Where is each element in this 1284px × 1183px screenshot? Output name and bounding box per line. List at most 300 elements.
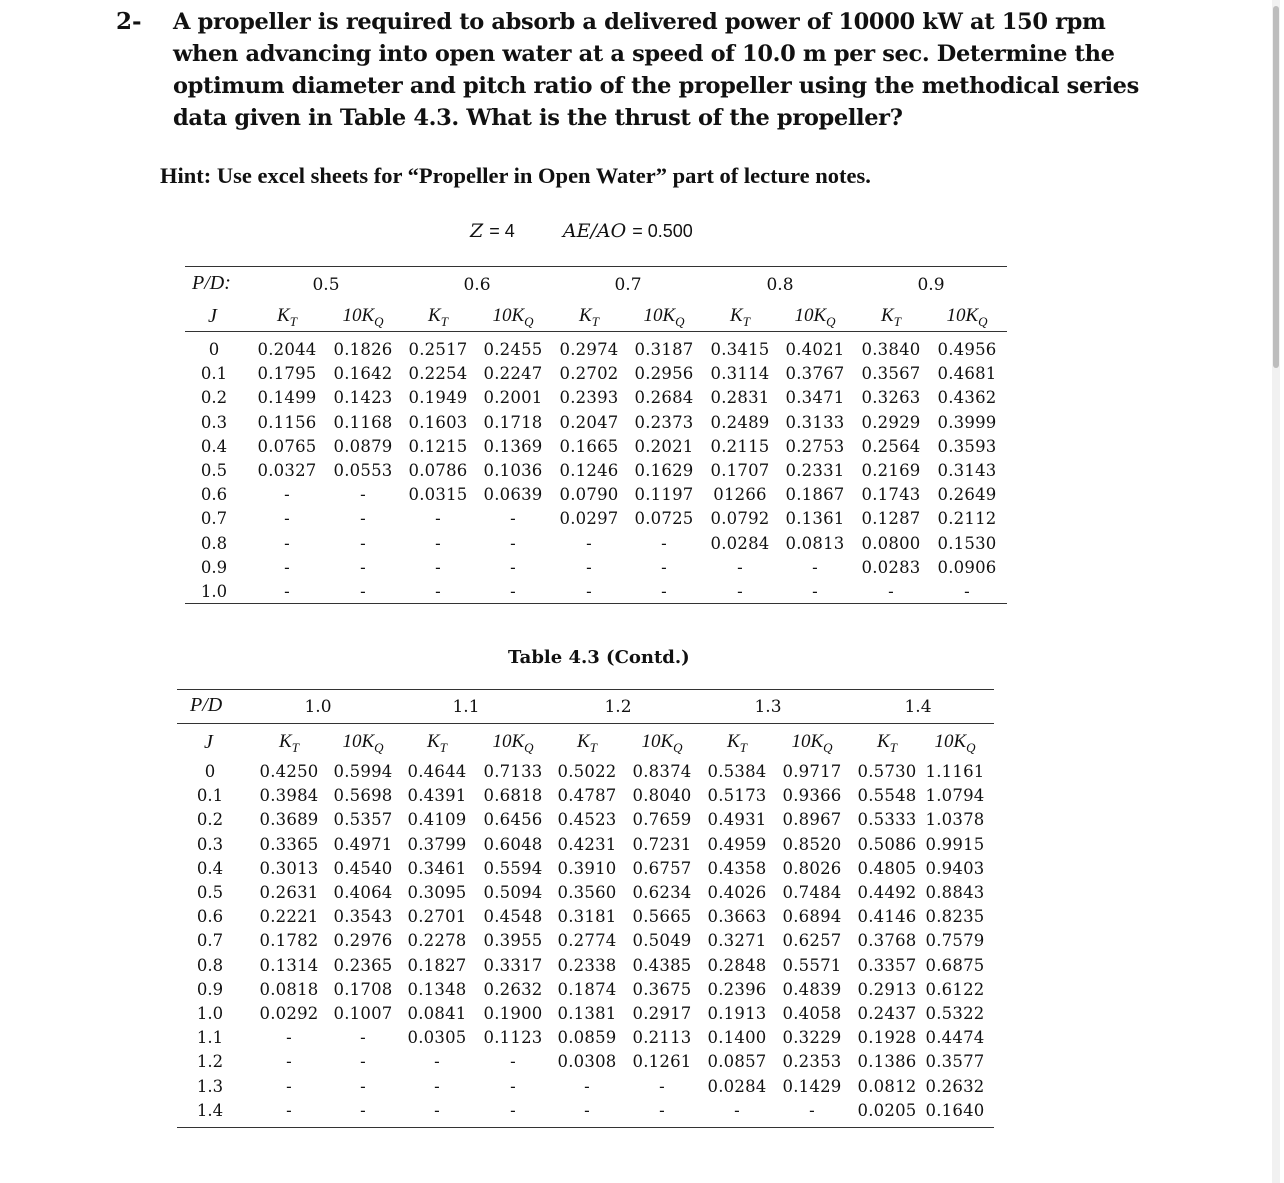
table-cell: 0.1530	[937, 533, 997, 553]
table-cell: -	[435, 582, 441, 601]
scrollbar-thumb[interactable]	[1273, 6, 1279, 368]
kq-header	[475, 305, 551, 330]
kq-header	[624, 731, 700, 756]
table-cell: -	[510, 557, 516, 577]
kt-header	[699, 731, 775, 756]
area-ratio-label: AE/AO	[562, 220, 627, 242]
table-cell: -	[510, 1100, 516, 1120]
question-number: 2-	[116, 8, 142, 35]
table-cell: 0.2701	[407, 907, 467, 927]
table-cell: 0.1874	[557, 979, 617, 999]
pd-value: 0.6	[463, 275, 491, 295]
header-subscript: T	[742, 313, 750, 329]
j-header: J	[208, 305, 217, 327]
table-cell: 0.8520	[782, 834, 842, 854]
table-cell: 0.0315	[408, 485, 468, 505]
j-value: 0.6	[200, 485, 228, 505]
table-cell: 0.1246	[559, 461, 619, 480]
table-cell: -	[812, 582, 818, 601]
table-cell: 0.4959	[707, 834, 767, 854]
table-cell: -	[586, 582, 592, 601]
table-cell: 0.2353	[782, 1052, 842, 1072]
header-symbol: K	[579, 305, 592, 326]
header-symbol: K	[727, 731, 740, 752]
table-cell: 0.1287	[861, 509, 921, 529]
table-cell: 0.1197	[634, 485, 694, 505]
table-cell: 0.2976	[333, 931, 393, 951]
table-cell: -	[286, 1052, 292, 1072]
table-cell: 0.0725	[634, 509, 694, 529]
table-cell: 0.3543	[333, 907, 393, 927]
table-cell: 0.6875	[925, 955, 985, 975]
header-subscript: Q	[675, 313, 685, 329]
table-cell: -	[584, 1100, 590, 1120]
table-cell: 0.3095	[407, 883, 467, 902]
table-cell: 0.0879	[333, 436, 393, 456]
table-cell: 0.2974	[559, 340, 619, 359]
table-cell: -	[661, 557, 667, 577]
table-cell: 0.2848	[707, 955, 767, 975]
pd-value: 1.3	[754, 697, 782, 717]
header-subscript: T	[289, 313, 297, 329]
j-value: 0.2	[200, 388, 228, 408]
table-cell: 0.3133	[785, 412, 845, 432]
table-rule	[177, 723, 994, 724]
table-cell: 0.8235	[925, 907, 985, 927]
table-cell: -	[284, 485, 290, 505]
table-cell: -	[435, 533, 441, 553]
kt-header	[251, 731, 327, 756]
question-line: data given in Table 4.3. What is the thrust of the propeller?	[173, 105, 903, 131]
table-cell: 0.4250	[259, 762, 319, 781]
table-cell: 0.6456	[483, 810, 543, 830]
table-cell: 0.0786	[408, 461, 468, 480]
table-cell: -	[360, 485, 366, 505]
table-cell: 0.1423	[333, 388, 393, 408]
table-cell: 0.2365	[333, 955, 393, 975]
table-cell: 0.5173	[707, 786, 767, 806]
table-cell: 0.1499	[257, 388, 317, 408]
table-cell: 0.3768	[857, 931, 917, 951]
table-cell: 0.4064	[333, 883, 393, 902]
table-cell: 0.0308	[557, 1052, 617, 1072]
table-cell: -	[888, 582, 894, 601]
table-cell: 0.5594	[483, 858, 543, 878]
table-cell: 0.1007	[333, 1004, 393, 1023]
table-cell: 0.2169	[861, 461, 921, 480]
table-cell: 1.0378	[925, 810, 985, 830]
table-cell: 0.0800	[861, 533, 921, 553]
table-cell: 0.3560	[557, 883, 617, 902]
j-value: 0.9	[196, 979, 224, 999]
table-cell: 0.6048	[483, 834, 543, 854]
table-cell: 0.1261	[632, 1052, 692, 1072]
pd-value: 0.9	[917, 275, 945, 295]
table-cell: 0.0812	[857, 1076, 917, 1096]
header-symbol: K	[428, 305, 441, 326]
table-cell: -	[435, 509, 441, 529]
table-cell: 0.1949	[408, 388, 468, 408]
header-symbol: 10K	[492, 731, 525, 752]
table-cell: 0.6122	[925, 979, 985, 999]
table-cell: 0.2649	[937, 485, 997, 505]
table-cell: 0.1867	[785, 485, 845, 505]
table-cell: -	[360, 1028, 366, 1048]
table-cell: 0.3187	[634, 340, 694, 359]
table-cell: 0.1369	[483, 436, 543, 456]
table-cell: 0.4146	[857, 907, 917, 927]
table-cell: 0.0765	[257, 436, 317, 456]
table-cell: 0.3357	[857, 955, 917, 975]
table-cell: -	[510, 509, 516, 529]
table-cell: 0.5322	[925, 1004, 985, 1023]
table-cell: 0.1642	[333, 364, 393, 384]
table-cell: 0.4109	[407, 810, 467, 830]
table-cell: 0.0284	[707, 1076, 767, 1096]
table-cell: -	[510, 582, 516, 601]
table-cell: 0.4548	[483, 907, 543, 927]
table-cell: 0.3663	[707, 907, 767, 927]
header-symbol: K	[427, 731, 440, 752]
pd-value: 1.4	[904, 697, 932, 717]
table-cell: 0.4021	[785, 340, 845, 359]
table-cell: 0.2393	[559, 388, 619, 408]
table-cell: 0.2278	[407, 931, 467, 951]
table-cell: 0.5094	[483, 883, 543, 902]
header-symbol: K	[877, 731, 890, 752]
header-symbol: 10K	[794, 305, 827, 326]
table-cell: 0.1036	[483, 461, 543, 480]
j-value: 0.1	[196, 786, 224, 806]
table-cell: 0.3271	[707, 931, 767, 951]
table-cell: 0.1400	[707, 1028, 767, 1048]
table-cell: 0.2564	[861, 436, 921, 456]
kq-header	[325, 305, 401, 330]
table-cell: 0.7579	[925, 931, 985, 951]
j-value: 0	[204, 762, 216, 781]
table-cell: 0.5357	[333, 810, 393, 830]
table-cell: 0.2331	[785, 461, 845, 480]
question-line: A propeller is required to absorb a delivered power of 10000 kW at 150 rpm	[173, 9, 1106, 35]
kq-header	[325, 731, 401, 756]
header-subscript: Q	[374, 739, 384, 755]
table-cell: 0.2517	[408, 340, 468, 359]
header-subscript: Q	[374, 313, 384, 329]
table-cell: 0.2489	[710, 412, 770, 432]
area-ratio-value: 0.500	[647, 221, 693, 241]
header-subscript: Q	[823, 739, 833, 755]
kt-header	[702, 305, 778, 330]
table-cell: 0.4362	[937, 388, 997, 408]
table-cell: 0.0327	[257, 461, 317, 480]
table-cell: 0.0818	[259, 979, 319, 999]
table-rule	[185, 331, 1007, 332]
header-symbol: 10K	[791, 731, 824, 752]
question-line: optimum diameter and pitch ratio of the propeller using the methodical series	[173, 73, 1139, 99]
table-cell: 0.1665	[559, 436, 619, 456]
table-cell: 0.4026	[707, 883, 767, 902]
table-cell: 01266	[713, 485, 767, 505]
table-cell: 0.1718	[483, 412, 543, 432]
table-cell: 0.5698	[333, 786, 393, 806]
j-value: 1.4	[196, 1100, 224, 1120]
table-cell: 0.0813	[785, 533, 845, 553]
table-cell: -	[737, 582, 743, 601]
table-cell: -	[510, 1052, 516, 1072]
table-cell: 0.3767	[785, 364, 845, 384]
table-cell: 0.4492	[857, 883, 917, 902]
table-cell: -	[360, 1052, 366, 1072]
table-cell: 1.1161	[925, 762, 985, 781]
j-value: 0.2	[196, 810, 224, 830]
table-cell: -	[586, 557, 592, 577]
table-cell: 0.3799	[407, 834, 467, 854]
table-cell: -	[284, 582, 290, 601]
header-subscript: Q	[826, 313, 836, 329]
j-value: 0.8	[200, 533, 228, 553]
table-cell: 0.4839	[782, 979, 842, 999]
table-cell: 0.3955	[483, 931, 543, 951]
header-subscript: Q	[673, 739, 683, 755]
table-cell: 0.5665	[632, 907, 692, 927]
blade-count-label: Z	[470, 220, 484, 242]
table-cell: 0.3840	[861, 340, 921, 359]
table-cell: 0.1381	[557, 1004, 617, 1023]
header-symbol: 10K	[641, 731, 674, 752]
table-cell: 0.5994	[333, 762, 393, 781]
table-cell: 0.0297	[559, 509, 619, 529]
table-cell: 0.9717	[782, 762, 842, 781]
table-cell: 0.2001	[483, 388, 543, 408]
table-cell: 0.5333	[857, 810, 917, 830]
header-symbol: K	[277, 305, 290, 326]
table-cell: 0.2956	[634, 364, 694, 384]
header-subscript: Q	[524, 739, 534, 755]
table-cell: 0.5049	[632, 931, 692, 951]
table-cell: 0.2913	[857, 979, 917, 999]
table-cell: 0.2631	[259, 883, 319, 902]
table-cell: 0.3461	[407, 858, 467, 878]
table-cell: 0.3229	[782, 1028, 842, 1048]
table-cell: -	[360, 1076, 366, 1096]
table-cell: -	[284, 533, 290, 553]
header-subscript: T	[889, 739, 897, 755]
header-subscript: T	[893, 313, 901, 329]
blade-count-value: 4	[504, 221, 515, 241]
header-subscript: T	[440, 313, 448, 329]
table-cell: 0.4391	[407, 786, 467, 806]
table-cell: -	[360, 1100, 366, 1120]
table-cell: 0.3114	[710, 364, 770, 384]
table-cell: 0.7659	[632, 810, 692, 830]
table-cell: 0.1123	[483, 1028, 543, 1048]
table-cell: 0.8040	[632, 786, 692, 806]
kq-header	[626, 305, 702, 330]
header-symbol: 10K	[946, 305, 979, 326]
table-cell: 0.4523	[557, 810, 617, 830]
header-subscript: T	[589, 739, 597, 755]
j-value: 0.5	[196, 883, 224, 902]
pd-value: 0.5	[312, 275, 340, 295]
kq-header	[929, 305, 1005, 330]
table-cell: 0.4805	[857, 858, 917, 878]
j-value: 1.2	[196, 1052, 224, 1072]
table-cell: 0.2396	[707, 979, 767, 999]
j-value: 1.0	[196, 1004, 224, 1023]
table-cell: 0.1429	[782, 1076, 842, 1096]
table-cell: 0.4971	[333, 834, 393, 854]
table-cell: -	[809, 1100, 815, 1120]
table-cell: 0.0639	[483, 485, 543, 505]
table-cell: 0.6757	[632, 858, 692, 878]
table-rule	[177, 1127, 994, 1128]
header-subscript: T	[291, 739, 299, 755]
table-rule	[185, 266, 1007, 267]
question-text	[173, 6, 1139, 134]
table-cell: 0.3999	[937, 412, 997, 432]
table-cell: 0.5022	[557, 762, 617, 781]
table-cell: 0.2338	[557, 955, 617, 975]
table-cell: 0.4956	[937, 340, 997, 359]
table-cell: 0.1156	[257, 412, 317, 432]
kq-header	[774, 731, 850, 756]
table-cell: 0.1707	[710, 461, 770, 480]
table-cell: -	[360, 509, 366, 529]
table-cell: 0.1782	[259, 931, 319, 951]
table-cell: 0.5571	[782, 955, 842, 975]
table-rule	[177, 689, 994, 690]
table-cell: 0.3577	[925, 1052, 985, 1072]
kt-header	[551, 305, 627, 330]
table-cell: 0.0841	[407, 1004, 467, 1023]
kq-header	[777, 305, 853, 330]
table-cell: 0.1603	[408, 412, 468, 432]
table-cell: 0.3689	[259, 810, 319, 830]
table-cell: -	[435, 557, 441, 577]
table-caption: Table 4.3 (Contd.)	[508, 647, 690, 668]
table-cell: 0.4931	[707, 810, 767, 830]
table-cell: -	[586, 533, 592, 553]
header-subscript: Q	[524, 313, 534, 329]
pd-value: 0.8	[766, 275, 794, 295]
table-cell: 0.3471	[785, 388, 845, 408]
header-symbol: K	[577, 731, 590, 752]
table-cell: -	[812, 557, 818, 577]
table-cell: 0.5548	[857, 786, 917, 806]
table-cell: 0.2702	[559, 364, 619, 384]
table-cell: 0.1928	[857, 1028, 917, 1048]
table-cell: 0.2831	[710, 388, 770, 408]
table-cell: 0.4385	[632, 955, 692, 975]
kq-header	[475, 731, 551, 756]
pd-label: P/D	[190, 694, 223, 716]
table-cell: 0.2021	[634, 436, 694, 456]
table-cell: 0.2047	[559, 412, 619, 432]
table-cell: 0.3263	[861, 388, 921, 408]
kt-header	[399, 731, 475, 756]
table-cell: 0.4787	[557, 786, 617, 806]
j-value: 0.5	[200, 461, 228, 480]
table-cell: 0.3567	[861, 364, 921, 384]
table-cell: 0.7231	[632, 834, 692, 854]
table-cell: -	[661, 582, 667, 601]
table-cell: 0.0553	[333, 461, 393, 480]
table-cell: 1.0794	[925, 786, 985, 806]
table-cell: 0.8967	[782, 810, 842, 830]
table-cell: 0.1215	[408, 436, 468, 456]
table-cell: -	[434, 1052, 440, 1072]
header-subscript: T	[591, 313, 599, 329]
table-cell: -	[734, 1100, 740, 1120]
table-cell: 0.1913	[707, 1004, 767, 1023]
table-cell: -	[510, 1076, 516, 1096]
kt-header	[549, 731, 625, 756]
kt-header	[400, 305, 476, 330]
j-value: 0.9	[200, 557, 228, 577]
pd-label: P/D:	[192, 272, 231, 294]
table-cell: 0.0205	[857, 1100, 917, 1120]
table-cell: 0.1827	[407, 955, 467, 975]
j-value: 0.7	[196, 931, 224, 951]
table-cell: 0.6818	[483, 786, 543, 806]
table-cell: 0.9403	[925, 858, 985, 878]
table-cell: 0.9915	[925, 834, 985, 854]
table-cell: -	[434, 1076, 440, 1096]
header-symbol: 10K	[342, 731, 375, 752]
j-value: 0.3	[200, 412, 228, 432]
table-cell: 0.3593	[937, 436, 997, 456]
table-cell: 0.1168	[333, 412, 393, 432]
table-cell: -	[286, 1100, 292, 1120]
j-value: 1.1	[196, 1028, 224, 1048]
kt-header	[249, 305, 325, 330]
j-value: 1.3	[196, 1076, 224, 1096]
table-cell: 0.8374	[632, 762, 692, 781]
pd-value: 0.7	[614, 275, 642, 295]
table-cell: -	[964, 582, 970, 601]
header-subscript: Q	[978, 313, 988, 329]
header-symbol: 10K	[492, 305, 525, 326]
table-cell: 0.0857	[707, 1052, 767, 1072]
table-cell: -	[737, 557, 743, 577]
j-header: J	[204, 731, 213, 753]
j-value: 0.3	[196, 834, 224, 854]
table-cell: 0.4358	[707, 858, 767, 878]
table-cell: 0.6257	[782, 931, 842, 951]
table-cell: 0.2917	[632, 1004, 692, 1023]
table-cell: 0.3013	[259, 858, 319, 878]
table-cell: 0.4540	[333, 858, 393, 878]
table-cell: -	[360, 557, 366, 577]
table-cell: 0.9366	[782, 786, 842, 806]
table-cell: 0.4231	[557, 834, 617, 854]
table-cell: -	[286, 1076, 292, 1096]
table-cell: 0.1629	[634, 461, 694, 480]
pd-value: 1.1	[452, 697, 480, 717]
header-symbol: K	[279, 731, 292, 752]
table-cell: 0.1795	[257, 364, 317, 384]
table-cell: -	[661, 533, 667, 553]
table-cell: 0.0283	[861, 557, 921, 577]
table-cell: -	[434, 1100, 440, 1120]
table-cell: 0.8026	[782, 858, 842, 878]
table-cell: 0.2044	[257, 340, 317, 359]
table-cell: 0.2221	[259, 907, 319, 927]
table-cell: -	[510, 533, 516, 553]
table-cell: 0.2632	[483, 979, 543, 999]
table-cell: 0.8843	[925, 883, 985, 902]
j-value: 0	[208, 340, 220, 359]
